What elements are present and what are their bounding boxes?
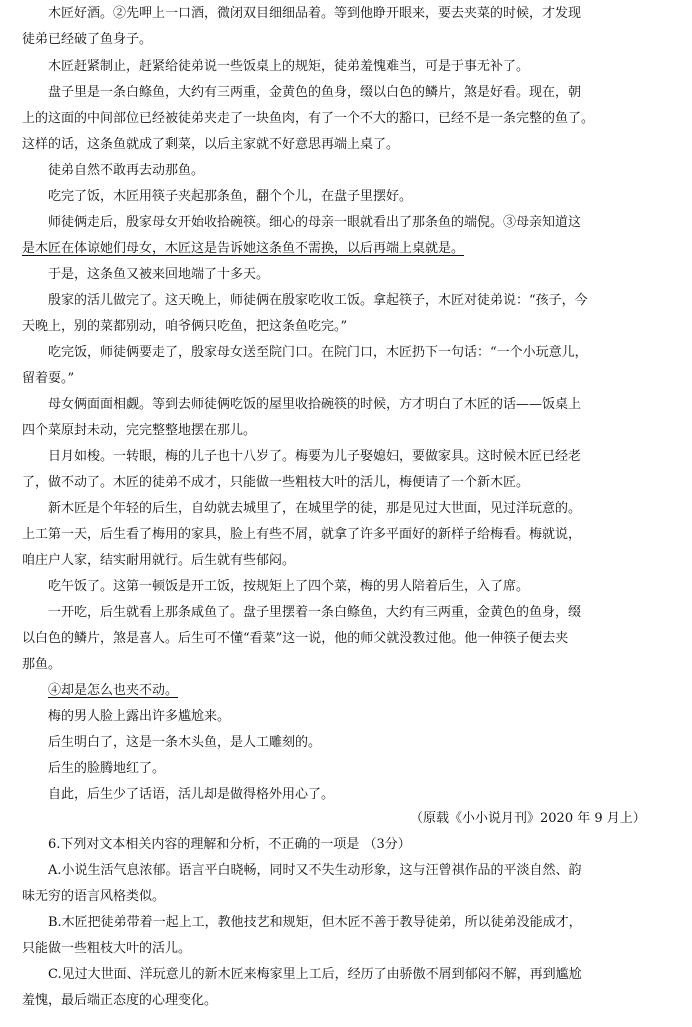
story-p10-line2: 四个菜原封未动，完完整整地摆在那儿。: [22, 423, 257, 438]
story-p16: 梅的男人脸上露出许多尴尬来。: [48, 709, 231, 724]
story-p9-line2: 留着耍。”: [22, 371, 75, 386]
story-p3-line3: 这样的话，这条鱼就成了剩菜，以后主家就不好意思再端上桌了。: [22, 137, 400, 152]
story-p10-line1: 母女俩面面相觑。等到去师徒俩吃饭的屋里收拾碗筷的时候，方才明白了木匠的话——饭桌上: [48, 397, 582, 412]
story-p3-line2: 上的这面的中间部位已经被徒弟夹走了一块鱼肉，有了一个不大的豁口，已经不是一条完整的鱼了。: [22, 111, 595, 126]
story-p5: 吃完了饭，木匠用筷子夹起那条鱼，翻个个儿，在盘子里摆好。: [48, 189, 413, 204]
story-p7: 于是，这条鱼又被来回地端了十多天。: [48, 267, 270, 282]
option-c-line2: 羞愧，最后端正态度的心理变化。: [22, 993, 218, 1008]
story-p11-line1: 日月如梭。一转眼，梅的儿子也十八岁了。梅要为儿子娶媳妇，要做家具。这时候木匠已经老: [48, 449, 582, 464]
story-p8-line2: 天晚上，别的菜都别动，咱爷俩只吃鱼，把这条鱼吃完。”: [22, 319, 348, 334]
story-p8-line1: 殷家的活儿做完了。这天晚上，师徒俩在殷家吃收工饭。拿起筷子，木匠对徒弟说：“孩子，今: [48, 293, 588, 308]
story-p6-line1: 师徒俩走后，殷家母女开始收拾碗筷。细心的母亲一眼就看出了那条鱼的端倪。③母亲知道这: [48, 215, 582, 230]
story-p19: 自此，后生少了话语，活儿却是做得格外用心了。: [48, 787, 335, 802]
story-p1-line1: 木匠好酒。②先呷上一口酒，微闭双目细细品着。等到他睁开眼来，要去夹菜的时候，才发现: [48, 6, 582, 21]
story-p12-line1: 新木匠是个年轻的后生，自幼就去城里了，在城里学的徒，那是见过大世面，见过洋玩意的。: [48, 501, 582, 516]
story-p15-underlined: ④却是怎么也夹不动。: [48, 683, 179, 698]
story-p3-line1: 盘子里是一条白鲦鱼，大约有三两重，金黄色的鱼身，缀以白色的鳞片，煞是好看。现在，朝: [48, 85, 582, 100]
story-p6-line2-underlined: 是木匠在体谅她们母女，木匠这是告诉她这条鱼不需换，以后再端上桌就是。: [22, 241, 465, 256]
option-b-line2: 只能做一些粗枝大叶的活儿。: [22, 941, 192, 956]
story-p4: 徒弟自然不敢再去动那鱼。: [48, 163, 205, 178]
question-stem: 6.下列对文本相关内容的理解和分析，不正确的一项是 （3分）: [48, 837, 411, 852]
story-p1-line2: 徒弟已经破了鱼身子。: [22, 32, 153, 47]
story-p14-line3: 那鱼。: [22, 657, 62, 672]
story-p11-line2: 了，做不动了。木匠的徒弟不成才，只能做一些粗枝大叶的活儿，梅便请了一个新木匠。: [22, 475, 530, 490]
option-a-line1: A.小说生活气息浓郁。语言平白晓畅，同时又不失生动形象，这与汪曾祺作品的平淡自然、韵: [48, 863, 582, 878]
story-p18: 后生的脸腾地红了。: [48, 761, 166, 776]
story-p9-line1: 吃完饭，师徒俩要走了，殷家母女送至院门口。在院门口，木匠扔下一句话：“一个小玩意儿，: [48, 345, 588, 360]
story-p14-line1: 一开吃，后生就看上那条咸鱼了。盘子里摆着一条白鲦鱼，大约有三两重，金黄色的鱼身，缀: [48, 605, 582, 620]
story-p14-line2: 以白色的鳞片，煞是喜人。后生可不懂“看菜”这一说，他的师父就没教过他。他一伸筷子便去夹: [22, 631, 569, 646]
source-citation: （原载《小小说月刊》2020 年 9 月上）: [410, 811, 646, 826]
story-p12-line2: 上工第一天，后生看了梅用的家具，脸上有些不屑，就拿了许多平面好的新样子给梅看。梅就说，: [22, 527, 582, 542]
option-b-line1: B.木匠把徒弟带着一起上工，教他技艺和规矩，但木匠不善于教导徒弟，所以徒弟没能成才，: [48, 915, 582, 930]
story-p17: 后生明白了，这是一条木头鱼，是人工雕刻的。: [48, 735, 322, 750]
story-p2: 木匠赶紧制止，赶紧给徒弟说一些饭桌上的规矩，徒弟羞愧难当，可是于事无补了。: [48, 59, 530, 74]
story-p12-line3: 咱庄户人家，结实耐用就行。后生就有些郁闷。: [22, 553, 296, 568]
story-p13: 吃午饭了。这第一顿饭是开工饭，按规矩上了四个菜，梅的男人陪着后生，入了席。: [48, 579, 530, 594]
option-c-line1: C.见过大世面、洋玩意儿的新木匠来梅家里上工后，经历了由骄傲不屑到郁闷不解，再到尴尬: [48, 967, 582, 982]
option-a-line2: 味无穷的语言风格类似。: [22, 889, 166, 904]
